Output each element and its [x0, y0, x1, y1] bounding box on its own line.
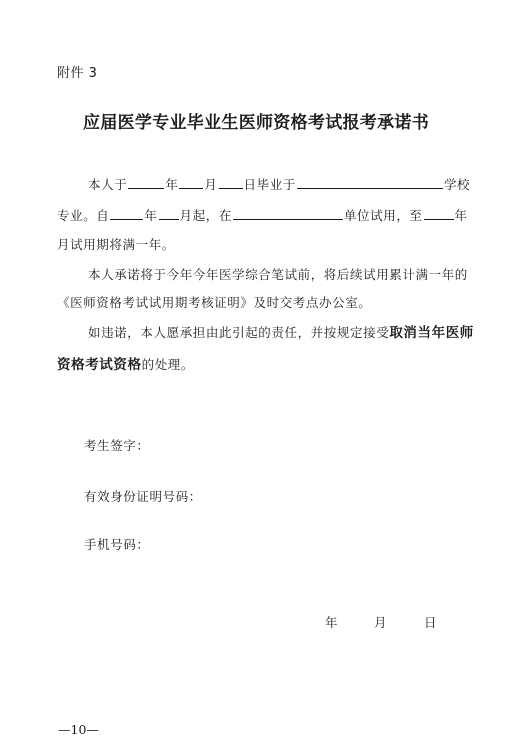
text-fragment: 的处理。: [141, 357, 195, 372]
text-fragment: 单位试用，至: [343, 208, 423, 223]
date-year[interactable]: 年: [325, 615, 338, 630]
text-fragment: 年: [144, 208, 158, 223]
blank-month[interactable]: [179, 176, 203, 189]
page-number: —10—: [58, 722, 99, 737]
document-title: 应届医学专业毕业生医师资格考试报考承诺书: [83, 113, 429, 133]
phone-field[interactable]: 手机号码：: [84, 537, 150, 552]
blank-start-month[interactable]: [159, 207, 179, 220]
blank-start-year[interactable]: [110, 207, 143, 220]
para3-line1: [88, 324, 474, 342]
id-number-field[interactable]: 有效身份证明号码：: [84, 489, 202, 504]
text-fragment: 如违诺，本人愿承担由此引起的责任，并按规定接受: [88, 325, 390, 340]
emphasis-text: 资格考试资格: [57, 357, 142, 373]
text-fragment: 月试用期将满一年。: [57, 237, 175, 252]
blank-year[interactable]: [128, 176, 164, 189]
blank-day[interactable]: [219, 176, 243, 189]
date-month[interactable]: 月: [374, 615, 387, 630]
text-fragment: 专业。自: [57, 208, 110, 223]
text-fragment: 年: [165, 177, 179, 192]
text-fragment: 日毕业于: [243, 177, 296, 192]
attachment-label: 附件 3: [57, 66, 98, 81]
text-fragment: 月起，在: [179, 208, 232, 223]
text-fragment: 月: [204, 177, 218, 192]
para1-line2: [57, 207, 468, 225]
para2-line2: 《医师资格考试试用期考核证明》及时交考点办公室。: [57, 295, 372, 310]
para1-line3: [57, 236, 175, 254]
para1-line1: [88, 176, 470, 194]
emphasis-text: 取消当年医师: [389, 325, 474, 341]
para2-line1: 本人承诺将于今年今年医学综合笔试前，将后续试用累计满一年的: [88, 267, 468, 282]
signature-field[interactable]: 考生签字：: [84, 438, 150, 453]
blank-school[interactable]: [297, 176, 443, 189]
date-day[interactable]: 日: [424, 615, 437, 630]
text-fragment: 年: [454, 208, 468, 223]
para3-line2: [57, 356, 194, 374]
blank-unit[interactable]: [233, 207, 343, 220]
text-fragment: 本人于: [88, 177, 128, 192]
text-fragment: 学校: [443, 177, 471, 192]
blank-end-year[interactable]: [424, 207, 454, 220]
